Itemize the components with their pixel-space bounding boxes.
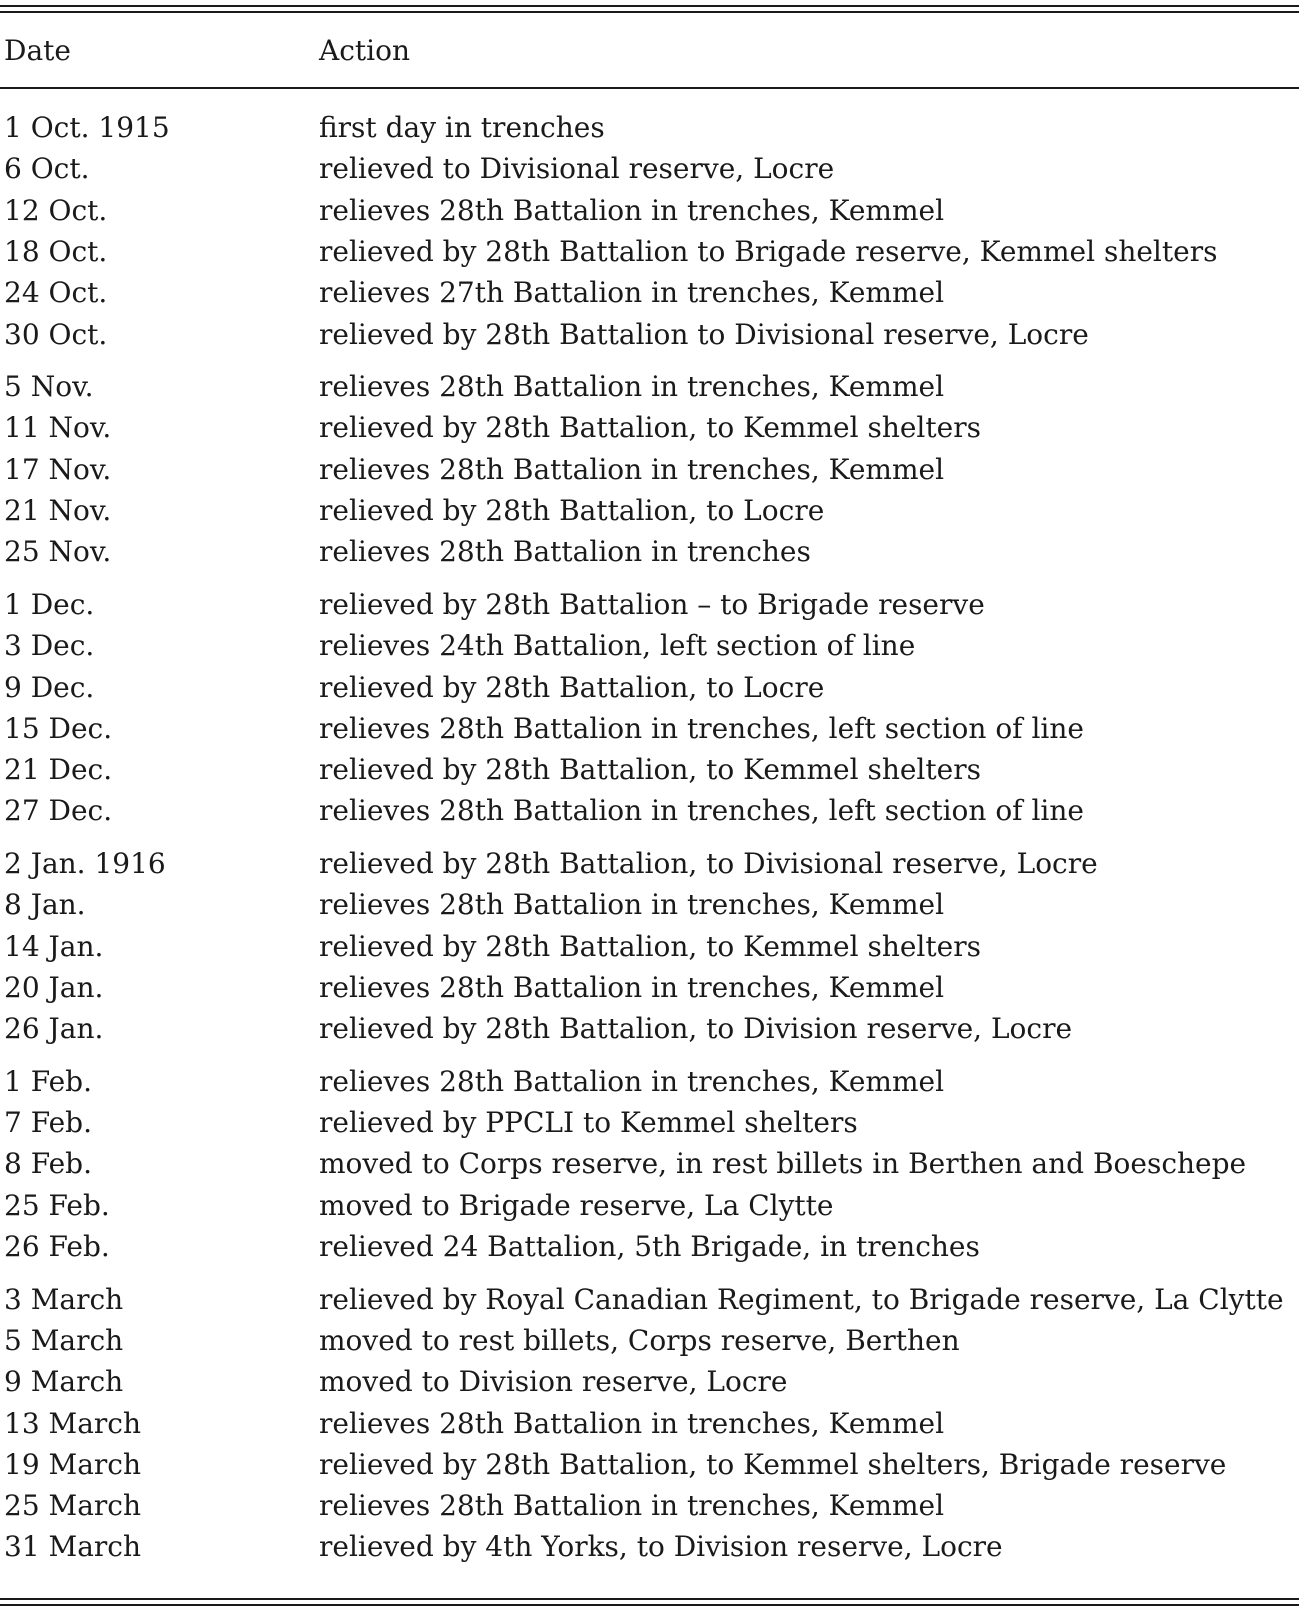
top-rule-inner: [0, 11, 1299, 13]
row-date: 27 Dec.: [4, 794, 113, 828]
row-action: relieved by 28th Battalion, to Locre: [319, 494, 825, 527]
row-action: relieved by 4th Yorks, to Division reserve, Locre: [319, 1530, 1003, 1564]
row-date: 8 Feb.: [4, 1147, 93, 1181]
row-date: 21 Nov.: [4, 494, 112, 527]
row-date: 25 March: [4, 1489, 141, 1523]
row-date: 20 Jan.: [4, 970, 104, 1004]
row-date: 6 Oct.: [4, 152, 90, 186]
top-rule-outer: [0, 5, 1299, 7]
row-action: first day in trenches: [319, 111, 605, 144]
row-action: moved to Brigade reserve, La Clytte: [319, 1188, 834, 1222]
row-date: 25 Nov.: [4, 535, 112, 569]
row-date: 14 Jan.: [4, 929, 104, 963]
row-date: 19 March: [4, 1447, 141, 1481]
row-date: 31 March: [4, 1530, 141, 1564]
row-action: relieves 28th Battalion in trenches, left section of line: [319, 711, 1084, 745]
row-date: 25 Feb.: [4, 1188, 110, 1222]
row-date: 30 Oct.: [4, 317, 108, 351]
row-action: relieved by PPCLI to Kemmel shelters: [319, 1106, 858, 1140]
row-action: relieves 28th Battalion in trenches, Kemmel: [319, 1489, 945, 1523]
header-action: Action: [319, 34, 410, 67]
row-action: moved to Corps reserve, in rest billets in Berthen and Boeschepe: [319, 1147, 1247, 1181]
row-action: relieved by 28th Battalion, to Division reserve, Locre: [319, 1012, 1073, 1046]
row-action: relieves 28th Battalion in trenches, Kemmel: [319, 1064, 945, 1098]
row-date: 12 Oct.: [4, 193, 108, 227]
row-action: relieved by 28th Battalion – to Brigade reserve: [319, 587, 985, 621]
row-date: 9 March: [4, 1365, 124, 1399]
row-action: relieved by 28th Battalion, to Kemmel shelters: [319, 753, 981, 787]
row-action: moved to Division reserve, Locre: [319, 1365, 788, 1399]
row-action: relieves 28th Battalion in trenches, Kemmel: [319, 193, 945, 227]
row-date: 3 March: [4, 1282, 124, 1316]
row-date: 5 March: [4, 1323, 124, 1357]
row-action: relieved 24 Battalion, 5th Brigade, in trenches: [319, 1230, 980, 1263]
row-action: relieved by 28th Battalion, to Kemmel shelters: [319, 411, 981, 445]
row-action: relieves 28th Battalion in trenches, Kemmel: [319, 888, 945, 922]
row-date: 15 Dec.: [4, 711, 113, 745]
row-action: relieves 27th Battalion in trenches, Kemmel: [319, 276, 945, 310]
row-date: 13 March: [4, 1406, 141, 1440]
row-action: relieves 28th Battalion in trenches, Kemmel: [319, 452, 945, 486]
row-action: relieved by Royal Canadian Regiment, to Brigade reserve, La Clytte: [319, 1282, 1284, 1316]
header-date: Date: [4, 34, 71, 67]
row-date: 2 Jan. 1916: [4, 847, 166, 880]
row-action: moved to rest billets, Corps reserve, Berthen: [319, 1323, 960, 1357]
row-date: 3 Dec.: [4, 629, 95, 663]
row-action: relieved to Divisional reserve, Locre: [319, 152, 835, 186]
row-action: relieves 24th Battalion, left section of line: [319, 629, 916, 663]
row-date: 7 Feb.: [4, 1106, 93, 1140]
row-action: relieves 28th Battalion in trenches: [319, 535, 811, 569]
row-action: relieved by 28th Battalion, to Divisional reserve, Locre: [319, 847, 1098, 880]
row-date: 1 Feb.: [4, 1064, 93, 1098]
row-date: 17 Nov.: [4, 452, 112, 486]
row-action: relieved by 28th Battalion to Divisional reserve, Locre: [319, 317, 1089, 351]
row-action: relieves 28th Battalion in trenches, left section of line: [319, 794, 1084, 828]
row-action: relieved by 28th Battalion to Brigade reserve, Kemmel shelters: [319, 234, 1218, 268]
row-date: 8 Jan.: [4, 888, 86, 922]
bottom-rule-inner: [0, 1598, 1299, 1600]
row-date: 9 Dec.: [4, 670, 95, 704]
row-action: relieved by 28th Battalion, to Locre: [319, 670, 825, 704]
header-rule: [0, 87, 1299, 89]
row-action: relieves 28th Battalion in trenches, Kemmel: [319, 1406, 945, 1440]
row-date: 11 Nov.: [4, 411, 112, 445]
row-date: 1 Oct. 1915: [4, 111, 170, 144]
row-action: relieves 28th Battalion in trenches, Kemmel: [319, 970, 945, 1004]
row-action: relieved by 28th Battalion, to Kemmel shelters, Brigade reserve: [319, 1447, 1227, 1481]
row-action: relieves 28th Battalion in trenches, Kemmel: [319, 370, 945, 404]
row-date: 21 Dec.: [4, 753, 113, 787]
row-date: 5 Nov.: [4, 370, 94, 404]
row-date: 26 Jan.: [4, 1012, 104, 1046]
row-date: 24 Oct.: [4, 276, 108, 310]
bottom-rule-outer: [0, 1604, 1299, 1606]
row-action: relieved by 28th Battalion, to Kemmel shelters: [319, 929, 981, 963]
row-date: 1 Dec.: [4, 587, 95, 621]
row-date: 18 Oct.: [4, 234, 108, 268]
row-date: 26 Feb.: [4, 1230, 110, 1263]
